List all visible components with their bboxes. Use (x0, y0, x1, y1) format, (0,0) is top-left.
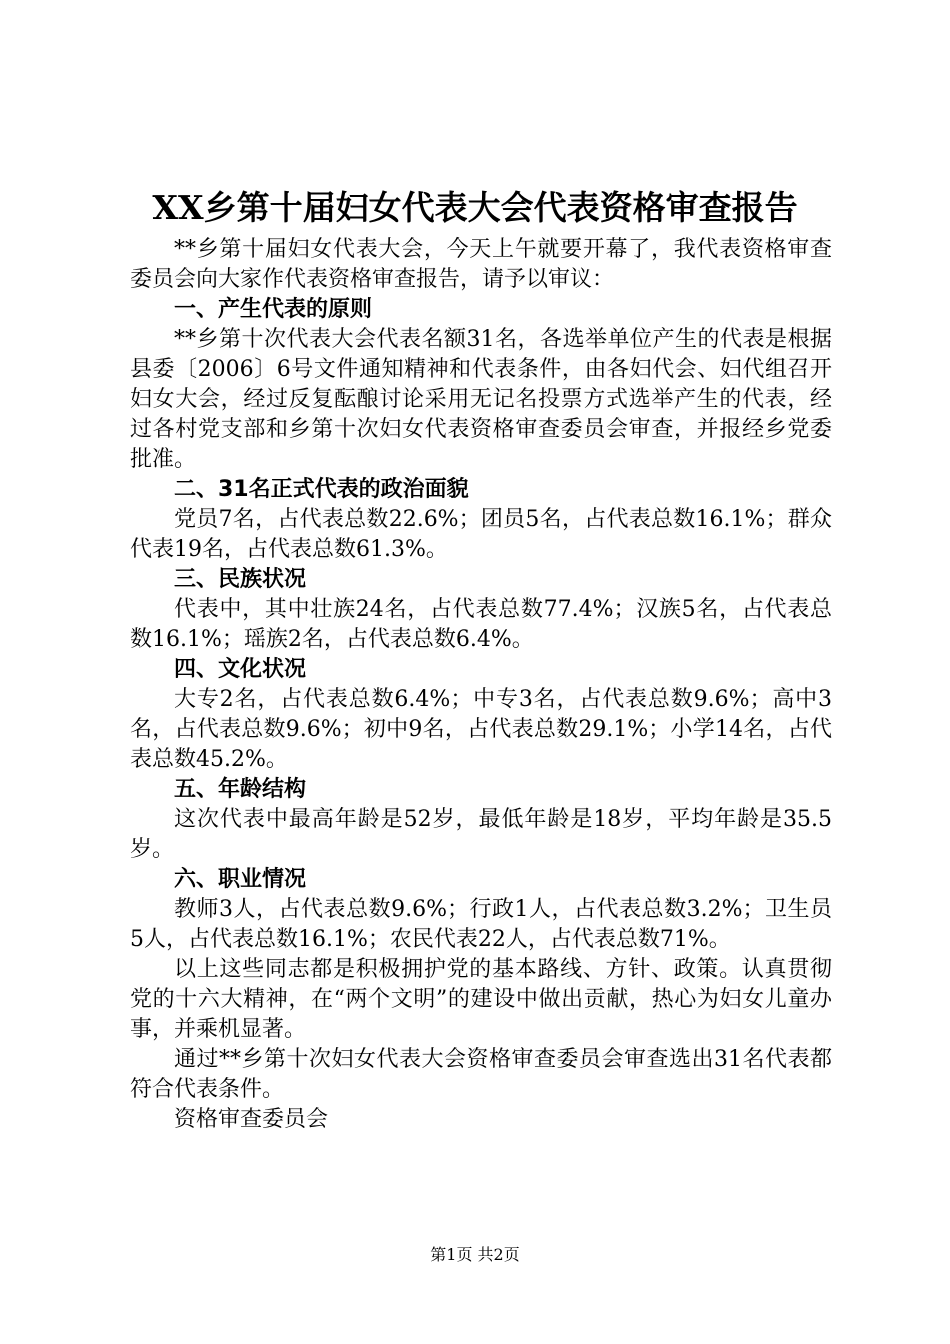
body-paragraph: 教师3人，占代表总数9.6%；行政1人，占代表总数3.2%；卫生员5人，占代表总数16.1%；农民代表22人，占代表总数71%。 (130, 897, 832, 952)
body-paragraph: 党员7名，占代表总数22.6%；团员5名，占代表总数16.1%；群众代表19名，占代表总数61.3%。 (130, 507, 832, 562)
body-paragraph: **乡第十次代表大会代表名额31名，各选举单位产生的代表是根据县委〔2006〕6号文件通知精神和代表条件，由各妇代会、妇代组召开妇女大会，经过反复酝酿讨论采用无记名投票方式选举产生的代表，经过各村党支部和乡第十次妇女代表资格审查委员会审查，并报经乡党委批准。 (130, 327, 832, 472)
document-title: XX乡第十届妇女代表大会代表资格审查报告 (152, 188, 798, 227)
section-heading: 三、民族状况 (174, 567, 307, 592)
page-footer: 第1页 共2页 (430, 1245, 520, 1264)
document-body (130, 235, 832, 1135)
body-paragraph: 这次代表中最高年龄是52岁，最低年龄是18岁，平均年龄是35.5岁。 (130, 807, 832, 862)
body-paragraph: 代表中，其中壮族24名，占代表总数77.4%；汉族5名，占代表总数16.1%；瑶族2名，占代表总数6.4%。 (130, 597, 832, 652)
body-paragraph: 以上这些同志都是积极拥护党的基本路线、方针、政策。认真贯彻党的十六大精神，在“两个文明”的建设中做出贡献，热心为妇女儿童办事，并乘机显著。 (130, 957, 832, 1042)
section-heading: 四、文化状况 (174, 657, 307, 682)
body-paragraph: 资格审查委员会 (174, 1107, 329, 1132)
body-paragraph: 通过**乡第十次妇女代表大会资格审查委员会审查选出31名代表都符合代表条件。 (130, 1047, 832, 1102)
body-paragraph: 大专2名，占代表总数6.4%；中专3名，占代表总数9.6%；高中3名，占代表总数9.6%；初中9名，占代表总数29.1%；小学14名，占代表总数45.2%。 (130, 687, 832, 772)
section-heading: 二、31名正式代表的政治面貌 (174, 477, 469, 502)
section-heading: 五、年龄结构 (174, 777, 307, 802)
body-paragraph: **乡第十届妇女代表大会，今天上午就要开幕了，我代表资格审查委员会向大家作代表资格审查报告，请予以审议： (130, 237, 832, 292)
section-heading: 一、产生代表的原则 (174, 297, 373, 322)
section-heading: 六、职业情况 (174, 867, 307, 892)
